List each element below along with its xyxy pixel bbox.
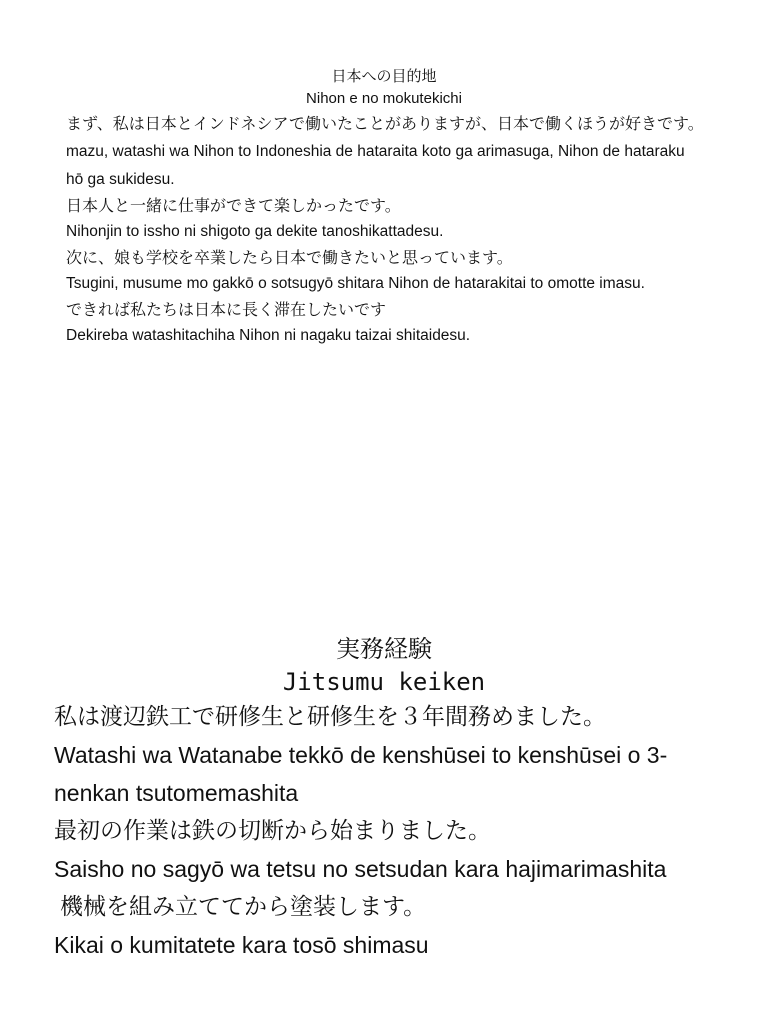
destination-line1-romaji: mazu, watashi wa Nihon to Indoneshia de hataraita koto ga arimasuga, Nihon de hataraku hō ga sukidesu. — [66, 143, 685, 188]
experience-line3-romaji: Kikai o kumitatete kara tosō shimasu — [54, 932, 429, 958]
experience-line3-jp: 機械を組み立ててから塗装します。 — [60, 894, 427, 920]
experience-title-romaji: Jitsumu keiken — [282, 668, 486, 696]
destination-section — [0, 64, 768, 349]
experience-body — [54, 698, 734, 964]
destination-line1-jp: まず、私は日本とインドネシアで働いたことがありますが、日本で働くほうが好きです。 — [66, 114, 704, 133]
destination-line3-jp: 次に、娘も学校を卒業したら日本で働きたいと思っています。 — [66, 248, 513, 267]
destination-line1 — [66, 110, 706, 193]
destination-body — [66, 110, 706, 349]
experience-section — [0, 632, 768, 964]
experience-title-jp: 実務経験 — [336, 635, 432, 663]
destination-line4-romaji: Dekireba watashitachiha Nihon ni nagaku taizai shitaidesu. — [66, 327, 471, 344]
experience-line1-romaji: Watashi wa Watanabe tekkō de kenshūsei to kenshūsei o 3-nenkan tsutomemashita — [54, 742, 668, 806]
experience-line2-romaji: Saisho no sagyō wa tetsu no setsudan kara hajimarimashita — [54, 856, 667, 882]
destination-title-jp: 日本への目的地 — [331, 67, 437, 85]
experience-line1-jp: 私は渡辺鉄工で研修生と研修生を３年間務めました。 — [54, 704, 606, 730]
destination-line2-romaji: Nihonjin to issho ni shigoto ga dekite tanoshikattadesu. — [66, 223, 444, 240]
destination-title-romaji: Nihon e no mokutekichi — [306, 90, 462, 107]
destination-line4-jp: できれば私たちは日本に長く滞在したいです — [66, 300, 387, 319]
destination-line3-romaji: Tsugini, musume mo gakkō o sotsugyō shitara Nihon de hatarakitai to omotte imasu. — [66, 275, 645, 292]
destination-line2-jp: 日本人と一緒に仕事ができて楽しかったです。 — [66, 196, 401, 215]
experience-line2-jp: 最初の作業は鉄の切断から始まりました。 — [54, 818, 491, 844]
